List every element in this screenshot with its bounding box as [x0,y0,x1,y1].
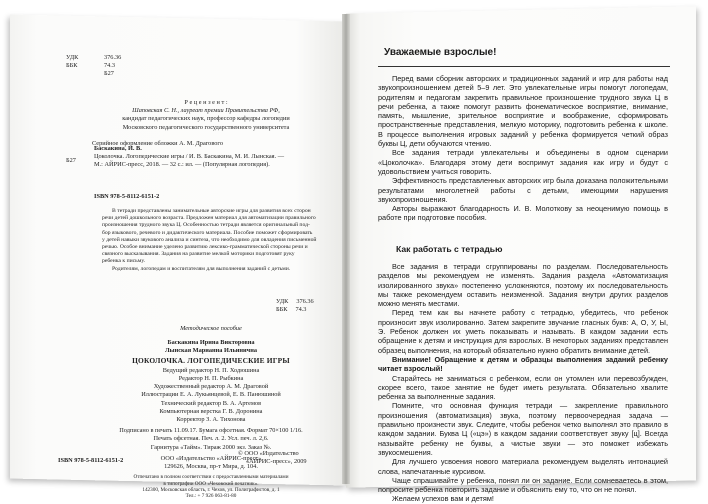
book-spine [342,14,350,484]
work-instructions: Все задания в тетради сгруппированы по разделам. Последовательность разделов мы рекомендуем не изменять. Задания раздела «Автоматизация изолированного звука» постепенно усложняются, поэтому их последовательность мы также рекомендуем оставить неизменной. Задания внутри других разделов можно менять местами. Перед тем как вы начнете работу с тетрадью, убедитесь, что ребенок произносит звук изолированно. Затем закрепите звучание гласных букв: А, О, У, Ы, Э. Ребенок должен их уметь показывать и называть. В каждом задании есть обращение к детям и инструкция для взрослых. В некоторых заданиях представлен образец выполнения, на который обязательно нужно обратить внимание детей. Внимание! Обращение к детям и образцы выполнения заданий ребенку читает взрослый! Старайтесь не заниматься с ребенком, если он утомлен или перевозбужден, скорее всего, такое занятие не будет иметь результата. Обязательно хвалите ребенка за выполненные задания. Помните, что основная функция тетради — закрепление правильного произношения (автоматизация) звука, поэтому первоочередная задача — правильно произнести звук. Следите, чтобы ребенок четко выполнял это правило в каждом задании. Буква Ц («цэ») в каждом задании соответствует звуку [ц]. Всегда называйте ребенку не буквы, а чистые звуки — это поможет избежать звукосмешения. Для лучшего усвоения нового материала рекомендуем выделять интонацией слова, напечатанные курсивом. Чаще спрашивайте у ребенка, понял ли он задание. Если сомневаетесь в этом, попросите ребенка повторить задание и объяснить ему то, что он не понял. Желаем успехов вам и детям! [378,262,668,504]
udk-block: УДК 376.36 ББК 74.3 Б27 [66,54,122,78]
reviewer-line: кандидат педагогических наук, профессор кафедры логопедии [122,115,290,123]
copyright: © ООО «Издательство «АЙРИС-пресс», 2009 [238,450,307,466]
page-heading: Уважаемые взрослые! [384,47,497,58]
author-1: Баскакина Ирина Викторовна [167,339,255,347]
author-name: Баскакина, И. В. [94,145,142,152]
isbn-top: ISBN 978-5-8112-6151-2 [94,193,160,200]
series-label: Методическое пособие [180,325,242,332]
intro-text: Перед вами сборник авторских и традиционных заданий и игр для работы над звукопроизношением детей 5–9 лет. Это увлекательные игры помогут логопедам, родителям и педагогам закрепить правильное произношение трудного звука Ц в речи ребенка, а также помогут развить фонематическое восприятие, внимание, память, мышление, зрительное восприятие и воображение, сформировать пространственные представления, мелкую моторику, подготовить ребенка к школе. В процессе выполнения игровых заданий у ребенка формируется четкий образ буквы Ц, дети обучаются чтению. Все задания тетради увлекательны и объединены в одном сценарии «Цоколочка». Благодаря этому дети воспримут задания как игру и будут с удовольствием учиться говорить. Эффективность представленных авторских игр была доказана положительными результатами многолетней работы с детьми, имеющими нарушения звукопроизношения. Авторы выражают благодарность И. В. Молоткову за неоценимую помощь в работе при подготовке пособия. [378,74,668,223]
reviewer-line: Московского педагогического государственного университета [122,123,290,131]
heading-rule [378,66,670,67]
section-heading: Как работать с тетрадью [396,244,503,254]
reviewer-block [92,99,316,148]
reviewer-line: Шаповская С. Н., лауреат премии Правительства РФ, [132,107,280,115]
cover-design-credit: Серийное оформление обложки А. М. Драгового [92,139,223,147]
isbn-bottom: ISBN 978-5-8112-6151-2 [58,457,124,464]
reviewer-title: Р е ц е н з е н т : [184,99,228,106]
colophon: Методическое пособие Баскакина Ирина Викторовна Лынская Марианна Ильинична ЦОКОЛОЧКА. ЛОГОПЕДИЧЕСКИЕ ИГРЫ Ведущий редактор Н. П. Ходюшина Редактор Н. П. Рыбкина Художественный редактор А. М. Драговой Иллюстрации Е. А. Лукьянцевой, Е. В. Панюшиной Технический редактор В. А. Артемов Компьютерная верстка Г. В. Доронина Корректор З. А. Тихонова Подписано в печать 11.09.17. Бумага офсетная. Формат 70×100 1/16. Печать офсетная. Печ. л. 2. Усл. печ. л. 2,6. Гарнитура «Тайм». Тираж 2000 экз. Заказ №. ООО «Издательство «АЙРИС-пресс» 129626, Москва, пр-т Мира, д. 104. Отпечатано в полном соответствии с предоставленными материалами в типографии ООО «Чеховский печатник». 142300, Московская область, г. Чехов, ул. Полиграфистов, д. 1 Тел.: + 7 926 063-81-80 [100,325,322,500]
book-title: ЦОКОЛОЧКА. ЛОГОПЕДИЧЕСКИЕ ИГРЫ [132,355,290,365]
author-2: Лынская Марианна Ильинична [164,347,257,355]
annotation: В тетради представлены занимательные авторские игры для развития всех сторон речи детей дошкольного возраста. Предложен материал для автоматизации правильного произношения трудного звука Ц. Особенностью тетради является оригинальный под- бор языкового, речевого и дидактического материала. Пособие поможет сформировать у детей навыки звукового анализа и синтеза, что необходимо для овладения письменной речью. Особое внимание уделено развитию лексико-грамматической стороны речи и связного высказывания. Задания на развитие мелкой моторики подготовят руку ребенка к письму. Родителям, логопедам и воспитателям для выполнения заданий с детьми. [102,208,317,272]
bibliographic-entry: Б27 Баскакина, И. В. Цоколочка. Логопедические игры / И. В. Баскакина, М. И. Лынская. — М.: АЙРИС-пресс, 2018. — 32 с.: ил. — (Популярная логопедия). [66,145,334,170]
udk-block-2: УДК 376.36 ББК 74.3 [276,298,314,314]
attention-note: Внимание! Обращение к детям и образцы выполнения заданий ребенку читает взрослый! [378,354,668,374]
